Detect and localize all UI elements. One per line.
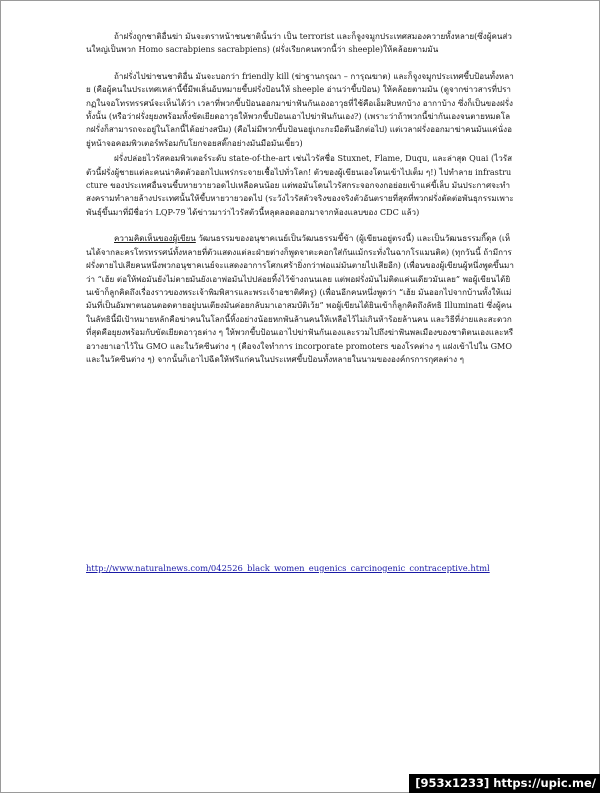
paragraph-3: ฝรั่งปล่อยไวรัสคอมพิวเตอร์ระดับ state-of-the-art เช่นไวรัสชื่อ Stuxnet, Flame, Duqu, และล่าสุด Quai (ไวรัสตัวนี้ฝรั่งผู้ชายแต่ละคนน่าคิดตัวออกไปแพร่กระจายเชื้อไปทั่วโลก! ตัวของผู้เขียนเองโดนเข้าไปเต็ม ๆ!) ไปทำลาย infrastructure ของประเทศอื่นจนขี้บหายวายวอดไปเหลือคนน้อย แต่พอมันโดนไวรัสกระจอกจงกอย่อยเข้าแค่ขี้เล็บ มันประกาศจะทำสงครามทำลายล้างประเทศนั้นให้ขี้บหายวายวอดไป (ระวังไวรัสตัวจริงของจริงตัวอันตรายที่สุดที่พวกฝรั่งตัดต่อพันธุกรรมเพาะพันธุ์ขึ้นมาที่มีชื่อว่า LQP-79 ได้ข่าวมาว่าไวรัสตัวนี้หลุดลอดออกมาจากห้องแลบของ CDC แล้ว): [86, 153, 514, 217]
paragraph-2: ถ้าฝรั่งไปฆ่าชนชาติอื่น มันจะบอกว่า friendly kill (ฆ่าฐานกรุณา – การุณฆาต) และก็จูงจมูกประเทศขี้บป้อนทั้งหลาย (คือผู้คนในประเทศเหล่านี้ขี้มีพเลิ่นอ้บหมายขี้บฝรั่งป้อนให้ sheeple อ่านว่าขี้บป้อน) ให้คล้อยตามมัน (ดูจากข่าวสารที่ปรากฏในจอโทรทรรศน์จะเห็นได้ว่า เวลาที่พวกขี้บป้อนออกมาฆ่าฟันกันเองอาวุธที่ใช้คือเอ็มสิบหกบ้าง อากาบ้าง ซึ่งก็เป็นของฝรั่งทั้งนั้น (หรือว่าฝรั่งยุยงพร้อมทั้งขัดเยียดอาวุธให้พวกขี้บป้อนเอาไปฆ่าฟันกันเอง?) (เพราะว่าถ้าพวกนี้ฆ่ากันเองจนตายหมดโลกฝรั่งก็สามารถจะอยู่ในโลกนี้ได้อย่างสบีม) (คือไม่มีพวกขี้บป้อนอยู่เกะกะมือตีนอีกต่อไป) แต่เวลาฝรั่งออกมาฆ่าคนมันแค่นั่งอยู่หน้าจอคอมพิวเตอร์พร้อมกับโยกจอยสติ๊กอย่างมันมือมันเขี้ยว): [86, 70, 514, 148]
paragraph-4: [86, 232, 514, 366]
watermark-label: [953x1233] https://upic.me/: [409, 774, 600, 793]
paragraph-4-text: วัฒนธรรมของอนุชาคเนย์เป็นวัฒนธรรมขี้ข้า (ผู้เขียนอยู่ตรงนี้) และเป็นวัฒนธรรมกิ๊ดุล (เห็นได้จากละครโทรทรรศน์ทั้งหลายที่ตัวแสดงแต่ละฝ่ายต่างก็พูดจาตะคอกใส่กันแม้กระทั่งในฉากโรแมนติค) (ทุกวันนี้ ถ้ามีการฝรั่งตายไปเสียคนหนึ่งพวกอนุชาคเนย์จะแสดงอาการโศกเศร้ายิ่งกว่าพ่อแม่มันตายไปเสียอีก) (เพื่อนของผู้เขียนผู้หนึ่งพูดขึ้นมาว่า “เฮ้ย ต่อให้พ่อมันยังไม่ตายมันยังเอาพ่อมันไปปล่อยทิ้งไว้ข้างถนนเลย แต่พอฝรั่งมันไม่ติดแค่นเดียวมันเลย” พอผู้เขียนได้ยินเข้าก็ลูกคิดถึงเรื่องราวของพระเจ้าพิมพิสารและพระเจ้าอชาติศัตรู) (เพื่อนอีกคนหนึ่งพูดว่า “เฮ้ย มันออกไปจากบ้านทั้งให้แม่มันที่เป็นอัมพาตนอนตอดตายอยู่บนเตียงมันค่อยกลับมาเอาสมบัติเว้ย” พอผู้เขียนได้ยินเข้าก็ลูกคิดถึงลัทธิ Illuminati ซึ่งผู้คนในลัทธินี้มีเป้าหมายหลักคือฆ่าคนในโลกนี้ทิ้งอย่างน้อยหกพันล้านคนให้เหลือไว้ไม่เกินห้าร้อยล้านคน และวิธีที่ง่ายและสะดวกที่สุดคือยุยงพร้อมกับขัดเยียดอาวุธต่าง ๆ ให้พวกขี้บป้อนเอาไปฆ่าฟันกันเองและรวมไปถึงฆ่าฟันพลเมืองของชาติตนเองและหรือวางยาเอาไว้ใน GMO และในวัคซีนต่าง ๆ (คือจงใจทำการ incorporate promoters ของโรคต่าง ๆ แฝงเข้าไปใน GMO และในวัคซีนต่าง ๆ) จากนั้นก็เอาไปฉีดให้ฟรีแก่คนในประเทศขี้บป้อนทั้งหลายในนามขององค์กรการกุศลต่าง ๆ: [86, 233, 514, 364]
paragraph-heading: ความคิดเห็นของผู้เขียน: [114, 233, 196, 244]
document-body: [86, 30, 514, 379]
source-link[interactable]: http://www.naturalnews.com/042526_black_women_eugenics_carcinogenic_contraceptive.html: [86, 563, 490, 573]
paragraph-1: ถ้าฝรั่งถูกชาติอื่นฆ่า มันจะตราหน้าชนชาตินั้นว่า เป็น terrorist และก็จูงจมูกประเทศสมองควายทั้งหลาย(ซึ่งผู้คนส่วนใหญ่เป็นพวก Homo sacrabpiens sacrabpiens) (ฝรั่งเรียกคนพวกนี้ว่า sheeple)ให้คล้อยตามมัน: [86, 31, 512, 55]
